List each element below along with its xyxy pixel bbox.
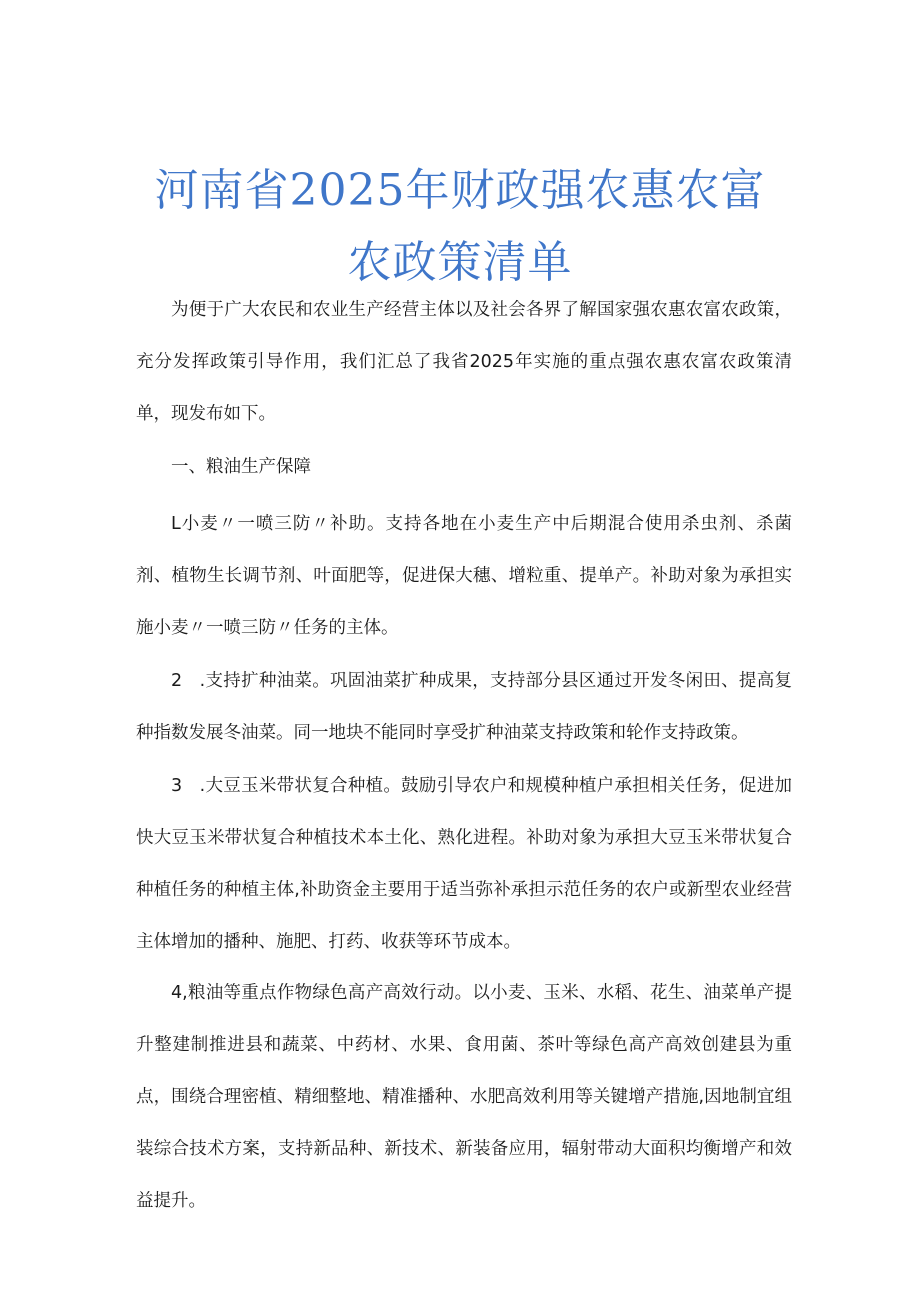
policy-item-1: L小麦〃一喷三防〃补助。支持各地在小麦生产中后期混合使用杀虫剂、杀菌剂、植物生长调节剂、叶面肥等，促进保大穗、增粒重、提单产。补助对象为承担实施小麦〃一喷三防〃任务的主体。 [136,514,792,638]
section-heading-grain-oil: 一、粮油生产保障 [171,457,311,477]
policy-item-4: 4,粮油等重点作物绿色高产高效行动。以小麦、玉米、水稻、花生、油菜单产提升整建制推进县和蔬菜、中药材、水果、食用菌、茶叶等绿色高产高效创建县为重点，围绕合理密植、精细整地、精准播种、水肥高效利用等关键增产措施,因地制宜组装综合技术方案，支持新品种、新技术、新装备应用，辐射带动大面积均衡增产和效益提升。 [136,983,792,1211]
document-title-line-2: 农政策清单 [347,237,573,289]
document-title-line-1: 河南省2025年财政强农惠农富 [154,165,766,217]
policy-item-2: 2 .支持扩种油菜。巩固油菜扩种成果，支持部分县区通过开发冬闲田、提高复种指数发展冬油菜。同一地块不能同时享受扩种油菜支持政策和轮作支持政策。 [136,671,792,743]
policy-item-3: 3 .大豆玉米带状复合种植。鼓励引导农户和规模种植户承担相关任务，促进加快大豆玉米带状复合种植技术本土化、熟化进程。补助对象为承担大豆玉米带状复合种植任务的种植主体,补助资金主要用于适当弥补承担示范任务的农户或新型农业经营主体增加的播种、施肥、打药、收获等环节成本。 [136,776,792,952]
intro-paragraph: 为便于广大农民和农业生产经营主体以及社会各界了解国家强农惠农富农政策，充分发挥政策引导作用，我们汇总了我省2025年实施的重点强农惠农富农政策清单，现发布如下。 [136,300,792,424]
